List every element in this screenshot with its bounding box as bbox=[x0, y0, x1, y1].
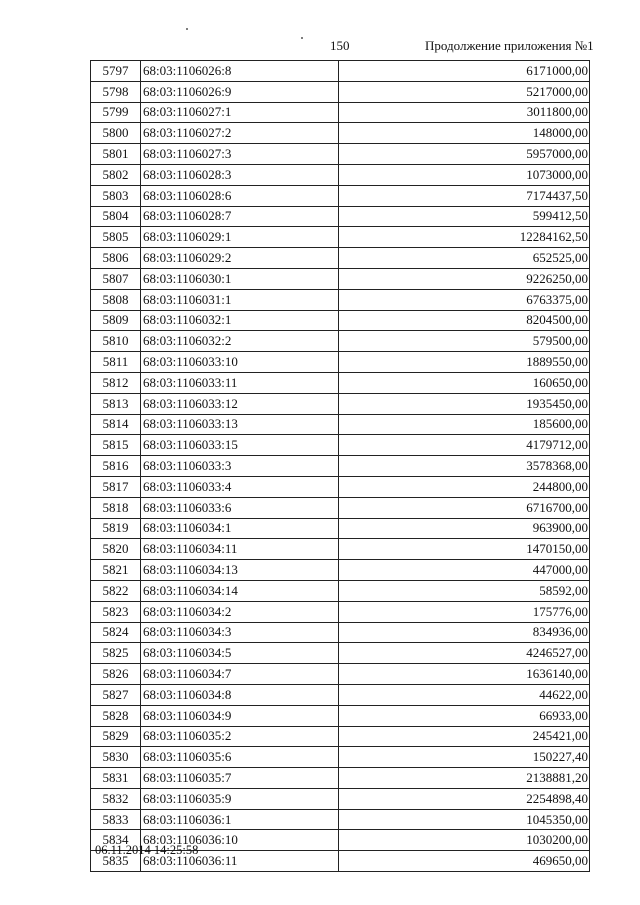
cadastral-value: 3578368,00 bbox=[339, 456, 590, 477]
cadastral-number: 68:03:1106036:11 bbox=[141, 851, 339, 872]
print-timestamp: 06.11.2014 14:25:58 bbox=[95, 843, 199, 857]
cadastral-number: 68:03:1106036:10 bbox=[141, 830, 339, 851]
cadastral-number: 68:03:1106028:6 bbox=[141, 185, 339, 206]
cadastral-value: 1889550,00 bbox=[339, 352, 590, 373]
cadastral-value: 6171000,00 bbox=[339, 61, 590, 82]
cadastral-value: 8204500,00 bbox=[339, 310, 590, 331]
cadastral-number: 68:03:1106034:14 bbox=[141, 580, 339, 601]
cadastral-number: 68:03:1106029:2 bbox=[141, 248, 339, 269]
cadastral-value: 4246527,00 bbox=[339, 643, 590, 664]
row-number: 5817 bbox=[91, 476, 141, 497]
row-number: 5831 bbox=[91, 768, 141, 789]
cadastral-value: 5957000,00 bbox=[339, 144, 590, 165]
cadastral-number: 68:03:1106028:7 bbox=[141, 206, 339, 227]
row-number: 5818 bbox=[91, 497, 141, 518]
table-row bbox=[91, 185, 590, 206]
cadastral-number: 68:03:1106031:1 bbox=[141, 289, 339, 310]
cadastral-value: 2138881,20 bbox=[339, 768, 590, 789]
cadastral-value: 150227,40 bbox=[339, 747, 590, 768]
table-row bbox=[91, 414, 590, 435]
row-number: 5819 bbox=[91, 518, 141, 539]
row-number: 5807 bbox=[91, 268, 141, 289]
table-row bbox=[91, 788, 590, 809]
cadastral-number: 68:03:1106034:11 bbox=[141, 539, 339, 560]
cadastral-number: 68:03:1106034:2 bbox=[141, 601, 339, 622]
row-number: 5826 bbox=[91, 664, 141, 685]
table-row bbox=[91, 643, 590, 664]
table-row bbox=[91, 726, 590, 747]
table-row bbox=[91, 705, 590, 726]
row-number: 5809 bbox=[91, 310, 141, 331]
table-row bbox=[91, 622, 590, 643]
row-number: 5833 bbox=[91, 809, 141, 830]
cadastral-number: 68:03:1106034:13 bbox=[141, 560, 339, 581]
cadastral-value: 652525,00 bbox=[339, 248, 590, 269]
row-number: 5822 bbox=[91, 580, 141, 601]
scan-speck bbox=[186, 28, 188, 30]
table-row bbox=[91, 497, 590, 518]
table-row bbox=[91, 144, 590, 165]
cadastral-number: 68:03:1106034:8 bbox=[141, 684, 339, 705]
row-number: 5797 bbox=[91, 61, 141, 82]
table-row bbox=[91, 164, 590, 185]
row-number: 5810 bbox=[91, 331, 141, 352]
cadastral-number: 68:03:1106035:7 bbox=[141, 768, 339, 789]
cadastral-number: 68:03:1106027:2 bbox=[141, 123, 339, 144]
cadastral-value: 6716700,00 bbox=[339, 497, 590, 518]
cadastral-value: 1030200,00 bbox=[339, 830, 590, 851]
table-row bbox=[91, 310, 590, 331]
cadastral-number: 68:03:1106035:6 bbox=[141, 747, 339, 768]
row-number: 5813 bbox=[91, 393, 141, 414]
cadastral-value: 244800,00 bbox=[339, 476, 590, 497]
cadastral-value: 6763375,00 bbox=[339, 289, 590, 310]
row-number: 5801 bbox=[91, 144, 141, 165]
row-number: 5814 bbox=[91, 414, 141, 435]
row-number: 5802 bbox=[91, 164, 141, 185]
cadastral-number: 68:03:1106029:1 bbox=[141, 227, 339, 248]
cadastral-value: 579500,00 bbox=[339, 331, 590, 352]
cadastral-value: 599412,50 bbox=[339, 206, 590, 227]
cadastral-value: 160650,00 bbox=[339, 372, 590, 393]
cadastral-number: 68:03:1106030:1 bbox=[141, 268, 339, 289]
row-number: 5827 bbox=[91, 684, 141, 705]
cadastral-value: 175776,00 bbox=[339, 601, 590, 622]
cadastral-number: 68:03:1106027:3 bbox=[141, 144, 339, 165]
row-number: 5804 bbox=[91, 206, 141, 227]
table-row bbox=[91, 123, 590, 144]
table-row bbox=[91, 560, 590, 581]
table-row bbox=[91, 580, 590, 601]
table-row bbox=[91, 206, 590, 227]
row-number: 5811 bbox=[91, 352, 141, 373]
cadastral-value: 1045350,00 bbox=[339, 809, 590, 830]
cadastral-number: 68:03:1106033:4 bbox=[141, 476, 339, 497]
table-row bbox=[91, 61, 590, 82]
cadastral-value: 1073000,00 bbox=[339, 164, 590, 185]
table-row bbox=[91, 684, 590, 705]
cadastral-number: 68:03:1106034:5 bbox=[141, 643, 339, 664]
row-number: 5828 bbox=[91, 705, 141, 726]
cadastral-value: 1470150,00 bbox=[339, 539, 590, 560]
table-row bbox=[91, 539, 590, 560]
cadastral-value: 469650,00 bbox=[339, 851, 590, 872]
row-number: 5820 bbox=[91, 539, 141, 560]
cadastral-number: 68:03:1106027:1 bbox=[141, 102, 339, 123]
table-row bbox=[91, 227, 590, 248]
cadastral-value: 58592,00 bbox=[339, 580, 590, 601]
cadastral-value: 3011800,00 bbox=[339, 102, 590, 123]
cadastral-number: 68:03:1106033:6 bbox=[141, 497, 339, 518]
cadastral-value: 963900,00 bbox=[339, 518, 590, 539]
scan-speck bbox=[301, 37, 303, 39]
table-row bbox=[91, 248, 590, 269]
table-row bbox=[91, 331, 590, 352]
row-number: 5808 bbox=[91, 289, 141, 310]
row-number: 5805 bbox=[91, 227, 141, 248]
cadastral-number: 68:03:1106034:3 bbox=[141, 622, 339, 643]
row-number: 5825 bbox=[91, 643, 141, 664]
cadastral-number: 68:03:1106033:11 bbox=[141, 372, 339, 393]
cadastral-value: 4179712,00 bbox=[339, 435, 590, 456]
cadastral-number: 68:03:1106033:10 bbox=[141, 352, 339, 373]
row-number: 5821 bbox=[91, 560, 141, 581]
cadastral-value: 1935450,00 bbox=[339, 393, 590, 414]
table-row bbox=[91, 268, 590, 289]
cadastral-value: 148000,00 bbox=[339, 123, 590, 144]
cadastral-number: 68:03:1106033:13 bbox=[141, 414, 339, 435]
row-number: 5812 bbox=[91, 372, 141, 393]
cadastral-value: 7174437,50 bbox=[339, 185, 590, 206]
table-row bbox=[91, 289, 590, 310]
cadastral-number: 68:03:1106035:2 bbox=[141, 726, 339, 747]
cadastral-number: 68:03:1106034:7 bbox=[141, 664, 339, 685]
cadastral-number: 68:03:1106032:1 bbox=[141, 310, 339, 331]
cadastral-value: 12284162,50 bbox=[339, 227, 590, 248]
cadastral-value: 447000,00 bbox=[339, 560, 590, 581]
cadastral-number: 68:03:1106035:9 bbox=[141, 788, 339, 809]
table-row bbox=[91, 456, 590, 477]
table-row bbox=[91, 809, 590, 830]
cadastral-value: 1636140,00 bbox=[339, 664, 590, 685]
cadastral-number: 68:03:1106034:9 bbox=[141, 705, 339, 726]
table-row bbox=[91, 352, 590, 373]
row-number: 5815 bbox=[91, 435, 141, 456]
row-number: 5823 bbox=[91, 601, 141, 622]
table-row bbox=[91, 664, 590, 685]
row-number: 5799 bbox=[91, 102, 141, 123]
cadastral-number: 68:03:1106036:1 bbox=[141, 809, 339, 830]
row-number: 5832 bbox=[91, 788, 141, 809]
table-row bbox=[91, 435, 590, 456]
cadastral-number: 68:03:1106026:8 bbox=[141, 61, 339, 82]
cadastral-number: 68:03:1106033:3 bbox=[141, 456, 339, 477]
cadastral-value: 245421,00 bbox=[339, 726, 590, 747]
cadastral-value: 9226250,00 bbox=[339, 268, 590, 289]
table-row bbox=[91, 372, 590, 393]
cadastral-table bbox=[90, 60, 590, 872]
table-row bbox=[91, 747, 590, 768]
cadastral-value: 44622,00 bbox=[339, 684, 590, 705]
row-number: 5835 bbox=[91, 851, 141, 872]
row-number: 5816 bbox=[91, 456, 141, 477]
cadastral-value: 66933,00 bbox=[339, 705, 590, 726]
cadastral-value: 185600,00 bbox=[339, 414, 590, 435]
table-row bbox=[91, 476, 590, 497]
table-row bbox=[91, 768, 590, 789]
table-row bbox=[91, 601, 590, 622]
cadastral-value: 834936,00 bbox=[339, 622, 590, 643]
row-number: 5830 bbox=[91, 747, 141, 768]
cadastral-value: 5217000,00 bbox=[339, 81, 590, 102]
page-number: 150 bbox=[330, 38, 350, 53]
row-number: 5800 bbox=[91, 123, 141, 144]
row-number: 5803 bbox=[91, 185, 141, 206]
row-number: 5806 bbox=[91, 248, 141, 269]
table-row bbox=[91, 81, 590, 102]
table-body bbox=[91, 61, 590, 872]
cadastral-number: 68:03:1106028:3 bbox=[141, 164, 339, 185]
table-row bbox=[91, 102, 590, 123]
cadastral-number: 68:03:1106034:1 bbox=[141, 518, 339, 539]
appendix-header: Продолжение приложения №1 bbox=[425, 38, 594, 53]
row-number: 5834 bbox=[91, 830, 141, 851]
table-row bbox=[91, 393, 590, 414]
row-number: 5824 bbox=[91, 622, 141, 643]
cadastral-number: 68:03:1106033:15 bbox=[141, 435, 339, 456]
cadastral-number: 68:03:1106032:2 bbox=[141, 331, 339, 352]
table-row bbox=[91, 518, 590, 539]
cadastral-number: 68:03:1106033:12 bbox=[141, 393, 339, 414]
cadastral-value: 2254898,40 bbox=[339, 788, 590, 809]
row-number: 5829 bbox=[91, 726, 141, 747]
cadastral-number: 68:03:1106026:9 bbox=[141, 81, 339, 102]
row-number: 5798 bbox=[91, 81, 141, 102]
